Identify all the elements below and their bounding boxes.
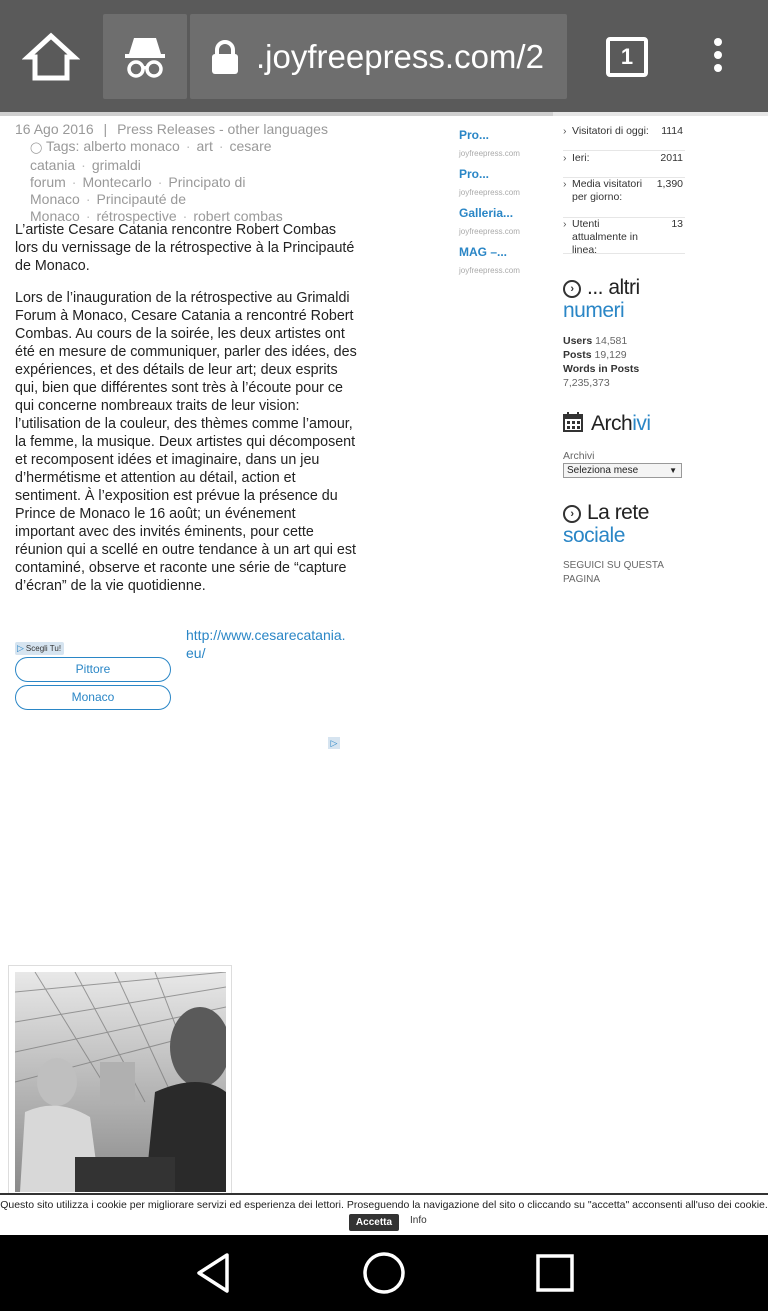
related-post[interactable] (459, 245, 549, 277)
related-post[interactable] (459, 206, 549, 238)
article-meta (15, 121, 355, 138)
social-follow-text: SEGUICI SU QUESTA PAGINA (563, 560, 664, 585)
browser-toolbar (0, 0, 768, 112)
social-title-part-2: sociale (563, 524, 625, 547)
related-post[interactable] (459, 167, 549, 199)
dropdown-arrow-icon: ▼ (669, 466, 677, 475)
tag-link[interactable]: robert combas (193, 208, 283, 224)
article-photo-frame (8, 965, 232, 1195)
page-load-progress (0, 112, 768, 116)
tag-separator: · (185, 138, 191, 154)
archive-month-select[interactable] (563, 463, 682, 478)
tag-separator: · (85, 191, 91, 207)
ad-choices-badge[interactable] (15, 642, 64, 655)
tag-separator: · (85, 208, 91, 224)
visitor-stat-label: Ieri: (572, 152, 590, 164)
social-widget-title (563, 501, 649, 547)
tag-separator: · (182, 208, 188, 224)
incognito-button[interactable] (103, 14, 187, 99)
ad-label: Scegli Tu! (25, 644, 62, 653)
tag-icon: ◯ (30, 142, 43, 154)
bullet-arrow-icon: › (563, 178, 567, 190)
archive-label: Archivi (563, 450, 595, 462)
cookie-accept-button[interactable]: Accetta (349, 1214, 399, 1231)
incognito-icon (103, 14, 187, 99)
visitor-stat-value: 1,390 (656, 178, 683, 190)
tag-link[interactable]: alberto monaco (83, 138, 180, 154)
article-paragraph: L’artiste Cesare Catania rencontre Robert Combas lors du vernissage de la rétrospective à la Principauté de Monaco. (15, 222, 355, 274)
ad-choices-icon[interactable]: ▷ (328, 737, 340, 749)
visitor-stat-value: 13 (671, 218, 683, 230)
numbers-widget-title (563, 276, 640, 322)
archive-widget-title (563, 412, 651, 435)
site-numbers (563, 334, 639, 390)
article-category-link[interactable]: Press Releases - other languages (117, 121, 328, 137)
meta-separator: | (103, 121, 108, 137)
bullet-arrow-icon: › (563, 218, 567, 230)
chevron-right-circle-icon: › (563, 280, 581, 298)
words-value: 7,235,373 (563, 377, 610, 389)
visitor-stat-row (563, 152, 685, 178)
tag-separator: · (218, 138, 224, 154)
words-label: Words in Posts (563, 363, 640, 375)
related-post-source: joyfreepress.com (459, 227, 520, 236)
social-title-part-1: La rete (587, 501, 649, 524)
related-post-title[interactable]: Pro... (459, 128, 490, 142)
users-value: 14,581 (595, 335, 628, 347)
archive-select-value: Seleziona mese (567, 465, 639, 476)
related-post-source: joyfreepress.com (459, 266, 520, 275)
related-post-title[interactable]: MAG –... (459, 245, 508, 259)
ad-button-monaco[interactable]: Monaco (15, 685, 171, 710)
lock-icon (210, 40, 240, 74)
cookie-banner (0, 1193, 768, 1235)
visitor-stat-row (563, 125, 685, 151)
visitor-stat-row (563, 218, 685, 254)
tag-link[interactable]: grimaldi forum (30, 157, 141, 190)
tag-link[interactable]: rétrospective (96, 208, 177, 224)
tag-separator: · (81, 157, 86, 173)
article-date: 16 Ago 2016 (15, 121, 94, 137)
visitor-stat-value: 2011 (660, 152, 683, 164)
visitor-stat-value: 1114 (661, 125, 683, 137)
related-post-source: joyfreepress.com (459, 149, 520, 158)
posts-value: 19,129 (594, 349, 627, 361)
overflow-menu-icon[interactable] (708, 38, 728, 78)
chevron-right-circle-icon: › (563, 505, 581, 523)
tag-link[interactable]: Principauté de Monaco (30, 191, 186, 224)
article-photo[interactable] (15, 972, 226, 1192)
archive-title-part-2: ivi (632, 412, 651, 435)
users-label: Users (563, 335, 593, 347)
tab-switcher-button[interactable]: 1 (606, 37, 648, 77)
recents-square-icon[interactable] (535, 1253, 575, 1293)
tag-link[interactable]: art (196, 138, 213, 154)
related-post-source: joyfreepress.com (459, 188, 520, 197)
system-navigation-bar (0, 1235, 768, 1311)
article-body (15, 221, 357, 609)
home-circle-icon[interactable] (362, 1251, 406, 1295)
visitor-stat-label: Utenti attualmente in linea: (572, 218, 638, 256)
back-icon[interactable] (193, 1251, 233, 1295)
ad-play-icon: ▷ (17, 643, 24, 653)
tag-separator: · (157, 174, 163, 190)
page-load-progress-fill (0, 112, 553, 116)
tag-separator: · (71, 174, 77, 190)
related-post-title[interactable]: Galleria... (459, 206, 514, 220)
posts-label: Posts (563, 349, 592, 361)
cookie-info-link[interactable]: Info (410, 1215, 427, 1226)
external-link[interactable]: http://www.cesarecatania.eu/ (186, 627, 346, 661)
numbers-title-part-2: numeri (563, 299, 625, 322)
ad-button-pittore[interactable]: Pittore (15, 657, 171, 682)
cookie-message: Questo sito utilizza i cookie per migliorare servizi ed esperienza dei lettori. Proseguendo la navigazione del sito o cliccando su "accetta" acconsenti all'uso dei cookie. (0, 1199, 768, 1211)
article-paragraph: Lors de l’inauguration de la rétrospective au Grimaldi Forum à Monaco, Cesare Catania a rencontré Robert Combas. Au cours de la soirée, les deux artistes ont été en mesure de communiquer, parler des idées, des expériences, et des détails de leur art; deux esprits qui, bien que différentes sont très à l’écoute pour ce qui concerne nombreaux traits de leur vision: l’utilisation de la couleur, des thèmes comme l’amour, la femme, la musique. Deux artistes qui décomposent et recomposent idées et imaginaire, dans un jeu d’hermétisme et attention au détail, action et sentiment. À l’exposition est prévue la présence du Prince de Monaco le 16 août; un événement important avec des invités éminents, pour cette réunion qui a scellé en outre tendance à un art qui est contaminé, observe et raconte une série de “capture d’écran” de la vie quotidienne. (15, 290, 357, 594)
home-icon[interactable] (22, 30, 80, 84)
address-bar[interactable] (190, 14, 567, 99)
tag-link[interactable]: Principato di Monaco (30, 174, 246, 207)
url-text: .joyfreepress.com/2 (256, 38, 544, 75)
related-post[interactable] (459, 128, 549, 160)
photo-artwork (15, 972, 226, 1192)
calendar-icon (563, 412, 583, 432)
visitor-stat-label: Media visitatori per giorno: (572, 178, 643, 203)
bullet-arrow-icon: › (563, 125, 567, 137)
bullet-arrow-icon: › (563, 152, 567, 164)
numbers-title-part-1: ... altri (587, 276, 640, 299)
tag-link[interactable]: Montecarlo (82, 174, 152, 190)
archive-title-part-1: Arch (591, 412, 633, 435)
article-tags (30, 138, 330, 225)
visitor-stat-label: Visitatori di oggi: (572, 125, 649, 137)
visitor-stat-row (563, 178, 685, 218)
related-post-title[interactable]: Pro... (459, 167, 490, 181)
tag-link[interactable]: cesare catania (30, 138, 272, 173)
tags-label: Tags: (45, 138, 80, 154)
